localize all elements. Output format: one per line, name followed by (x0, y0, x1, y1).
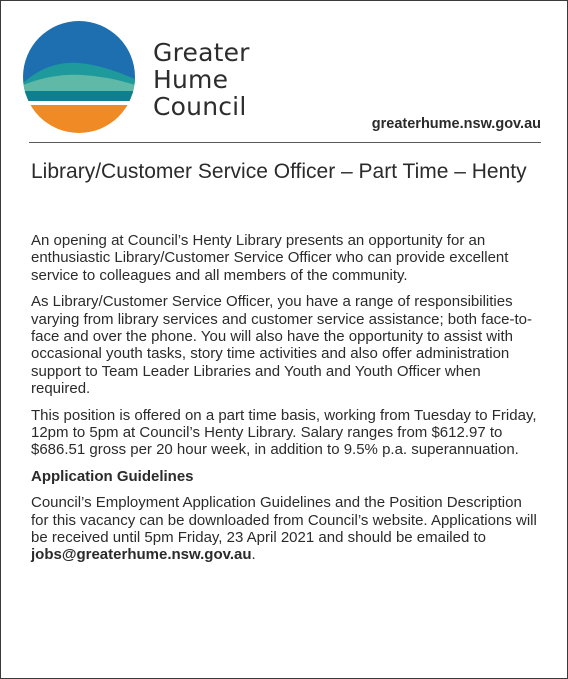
guidelines-paragraph (31, 494, 543, 563)
divider (29, 142, 541, 143)
conditions-paragraph: This position is offered on a part time basis, working from Tuesday to Friday, 12pm to 5pm at Council’s Henty Library. Salary ranges from $612.97 to $686.51 gross per 20 hour week, in addition to 9.5% p.a. superannuation. (31, 406, 537, 459)
council-logo-icon (23, 21, 135, 133)
role-paragraph: As Library/Customer Service Officer, you have a range of responsibilities varying from library services and customer service assistance; both face-to-face and over the phone. You will also have the opportunity to assist with occasional youth tasks, story time activities and also offer administration support to Team Leader Libraries and Youth and Youth Officer when required. (31, 293, 533, 397)
guidelines-text: Council’s Employment Application Guidelines and the Position Description for this vacancy can be downloaded from Council’s website. Applications will be received until 5pm Friday, 23 April 2021 and should be emailed to (31, 494, 537, 546)
job-title: Library/Customer Service Officer – Part Time – Henty (31, 160, 527, 183)
guidelines-heading: Application Guidelines (31, 468, 194, 486)
email-link[interactable]: jobs@greaterhume.nsw.gov.au (31, 546, 252, 564)
council-wordmark (153, 39, 250, 120)
intro-paragraph: An opening at Council’s Henty Library presents an opportunity for an enthusiastic Library/Customer Service Officer who can provide excellent service to colleagues and all members of the community. (31, 232, 509, 284)
advertisement-body (31, 232, 543, 573)
guidelines-end: . (251, 546, 256, 564)
wordmark-line-1: Greater (153, 38, 250, 67)
wordmark-line-3: Council (153, 92, 247, 121)
wordmark-line-2: Hume (153, 65, 229, 94)
website-link[interactable]: greaterhume.nsw.gov.au (371, 116, 541, 132)
